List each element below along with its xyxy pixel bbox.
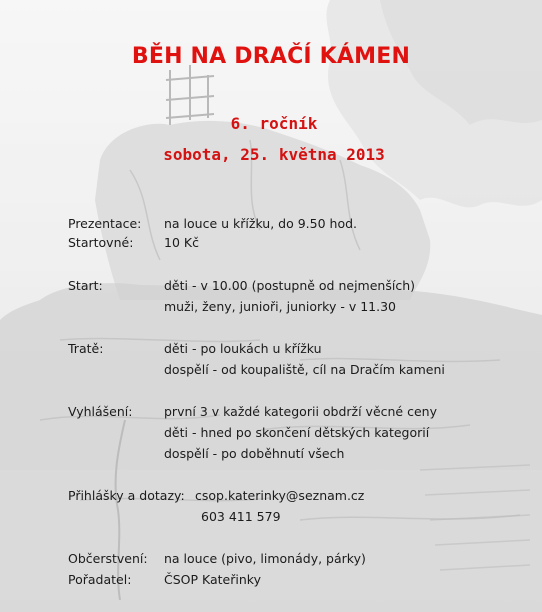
info-value: děti - v 10.00 (postupně od nejmenších) muži, ženy, junioři, juniorky - v 11.30 [164, 278, 415, 314]
contact-phone: 603 411 579 [201, 509, 281, 524]
info-label: Pořadatel: [68, 572, 132, 587]
info-label: Tratě: [68, 341, 104, 356]
info-value: 10 Kč [164, 235, 199, 250]
poster-title: BĚH NA DRAČÍ KÁMEN [131, 44, 411, 69]
info-value: na louce (pivo, limonády, párky) [164, 551, 366, 566]
info-value: ČSOP Kateřinky [164, 572, 261, 587]
info-label: Start: [68, 278, 103, 293]
event-date: sobota, 25. května 2013 [163, 145, 385, 164]
edition-text: 6. ročník [230, 114, 318, 133]
info-label: Občerstvení: [68, 551, 148, 566]
info-value: na louce u křížku, do 9.50 hod. [164, 216, 358, 231]
contact-email[interactable]: csop.katerinky@seznam.cz [195, 488, 365, 503]
contact-label: Přihlášky a dotazy: [68, 488, 185, 503]
info-label: Vyhlášení: [68, 404, 133, 419]
info-value: první 3 v každé kategorii obdrží věcné ceny děti - hned po skončení dětských kategorií dospělí - po doběhnutí všech [164, 404, 437, 461]
info-label: Startovné: [68, 235, 134, 250]
info-value: děti - po loukách u křížku dospělí - od koupaliště, cíl na Dračím kameni [164, 341, 445, 377]
info-label: Prezentace: [68, 216, 142, 231]
